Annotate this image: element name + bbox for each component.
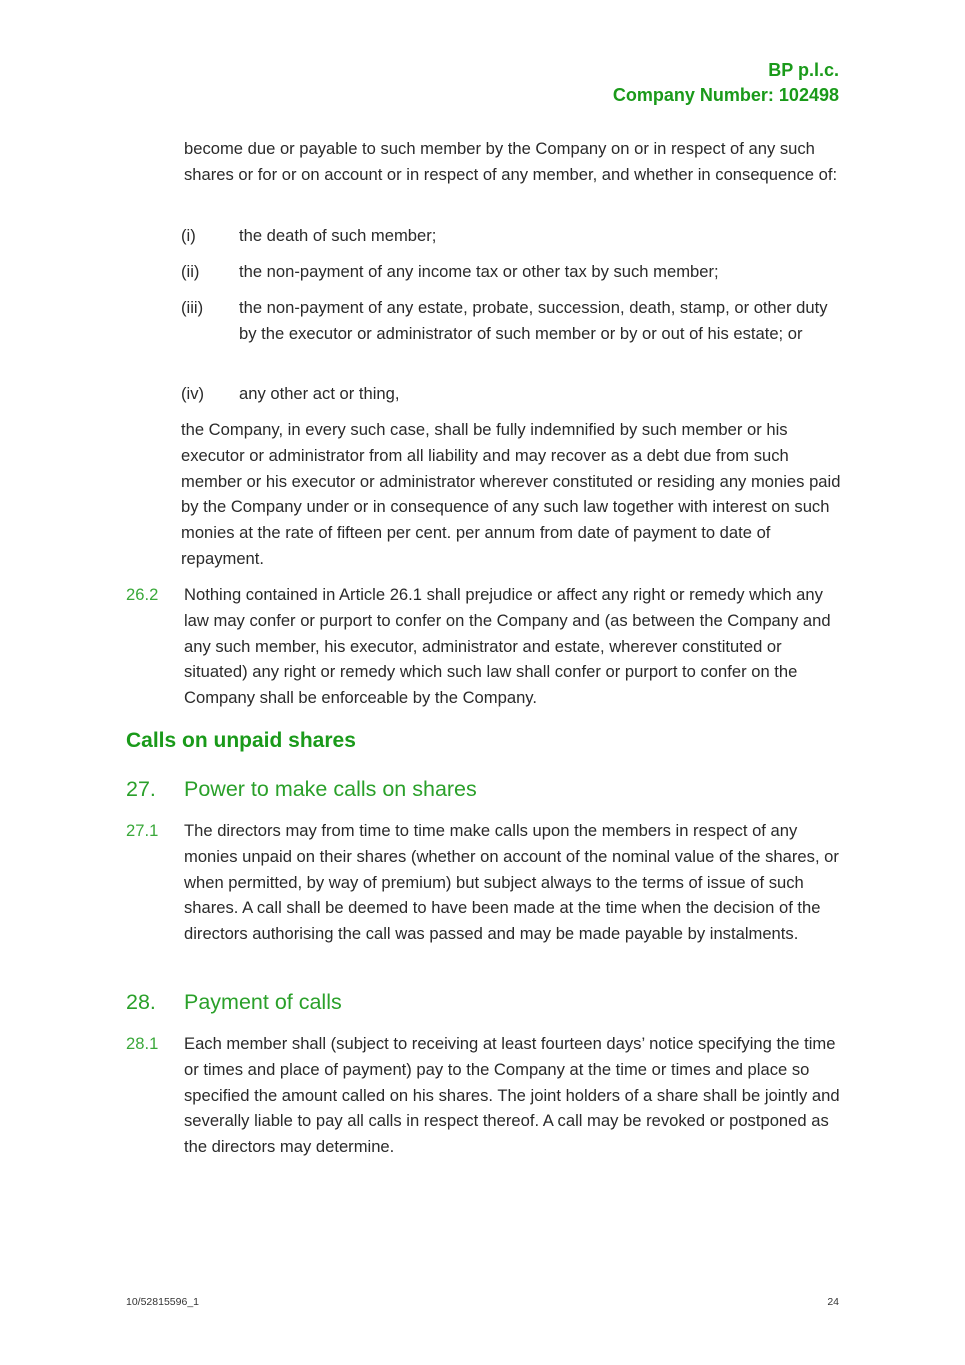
outro-paragraph: the Company, in every such case, shall be fully indemnified by such member or his executor or administrator from all liability and may recover as a debt due from such member or his executor or administrator wherever constituted or residing any monies paid by the Company under or in consequence of any such law together with interest on such monies at the rate of fifteen per cent. per annum from date of payment to date of repayment. [181,420,841,568]
article-title: Payment of calls [184,990,342,1014]
article-28-heading [126,990,342,1015]
page-number: 24 [827,1296,839,1308]
company-number: Company Number: 102498 [612,85,839,105]
clause-28-1 [126,1031,842,1160]
list-item [181,381,841,407]
article-number: 27. [126,777,156,801]
list-item-number: (i) [181,226,196,245]
list-item [181,259,841,285]
intro-paragraph: become due or payable to such member by the Company on or in respect of any such shares or for or on account or in respect of any member, and whether in consequence of: [184,139,838,184]
section-heading: Calls on unpaid shares [126,729,356,752]
clause-text: Nothing contained in Article 26.1 shall prejudice or affect any right or remedy which any law may confer or purport to confer on the Company and (as between the Company and any such member, his executor, administrator and estate, wherever constituted or situated) any right or remedy which such law shall confer or purport to confer on the Company shall be enforceable by the Company. [184,585,831,708]
list-item-text: the non-payment of any income tax or other tax by such member; [239,262,719,281]
list-item-text: the non-payment of any estate, probate, succession, death, stamp, or other duty by the executor or administrator of such member or by or out of his estate; or [239,298,828,343]
clause-text: Each member shall (subject to receiving at least fourteen days’ notice specifying the time or times and place of payment) pay to the Company at the time or times and place so specified the amount called on his shares. The joint holders of a share shall be jointly and severally liable to pay all calls in respect thereof. A call may be revoked or postponed as the directors may determine. [184,1034,840,1157]
company-name: BP p.l.c. [768,60,839,80]
list-item [181,223,841,249]
clause-27-1 [126,818,842,947]
document-header [613,58,839,108]
clause-number: 26.2 [126,585,159,604]
list-item [181,295,841,347]
list-item-text: any other act or thing, [239,384,400,403]
article-number: 28. [126,990,156,1014]
article-27-heading [126,777,477,802]
article-title: Power to make calls on shares [184,777,477,801]
clause-26-2 [126,582,842,711]
clause-text: The directors may from time to time make calls upon the members in respect of any monies unpaid on their shares (whether on account of the nominal value of the shares, or when permitted, by way of premium) but subject always to the terms of issue of such shares. A call shall be deemed to have been made at the time when the decision of the directors authorising the call was passed and may be made payable by instalments. [184,821,839,944]
document-reference: 10/52815596_1 [126,1296,199,1308]
clause-number: 27.1 [126,821,159,840]
list-item-number: (ii) [181,262,200,281]
clause-number: 28.1 [126,1034,159,1053]
list-item-text: the death of such member; [239,226,437,245]
list-item-number: (iii) [181,298,204,317]
list-item-number: (iv) [181,384,205,403]
